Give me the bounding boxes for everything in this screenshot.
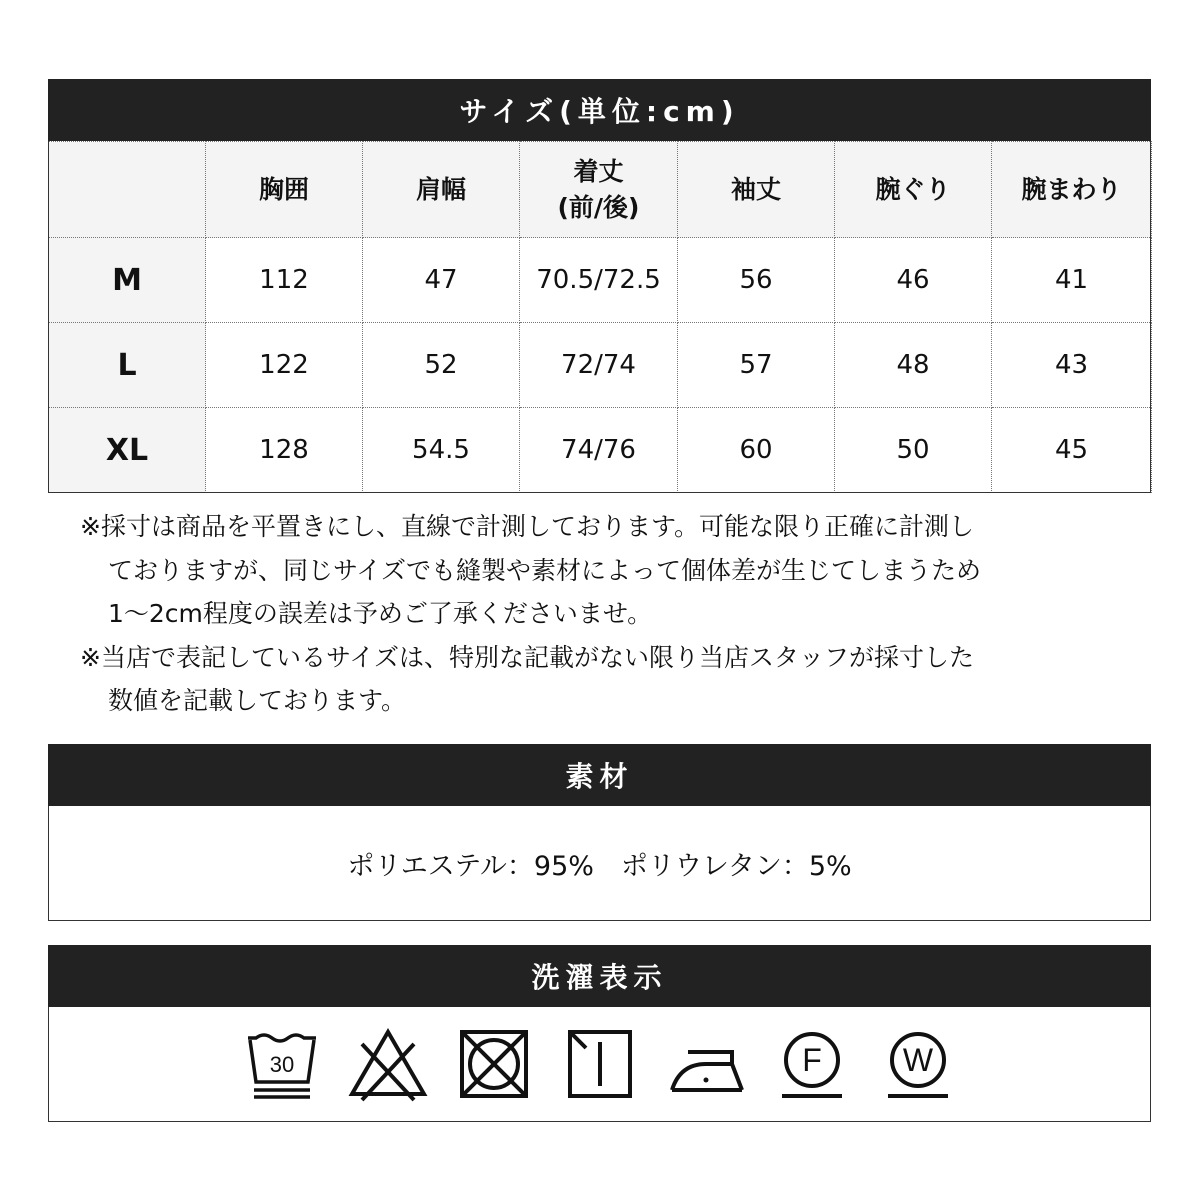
header-sleeve: 袖丈: [678, 142, 835, 238]
table-cell: 45: [992, 408, 1152, 493]
size-label-xl: XL: [49, 408, 206, 493]
size-label-l: L: [49, 323, 206, 408]
table-cell: 74/76: [520, 408, 678, 493]
table-cell: 46: [835, 238, 992, 323]
no-bleach-icon: [348, 1024, 428, 1104]
table-cell: 57: [678, 323, 835, 408]
size-label-m: M: [49, 238, 206, 323]
note-line: 数値を記載しております。: [108, 686, 407, 715]
size-table-corner-cell: [49, 142, 206, 238]
table-cell: 122: [206, 323, 363, 408]
table-cell: 56: [678, 238, 835, 323]
no-tumble-dry-icon: [454, 1024, 534, 1104]
table-cell: 43: [992, 323, 1152, 408]
table-cell: 72/74: [520, 323, 678, 408]
size-section-title: サイズ(単位:cm): [48, 79, 1151, 141]
size-table: [48, 141, 1152, 493]
header-arm-circumference: 腕まわり: [992, 142, 1152, 238]
header-length: 着丈 (前/後): [520, 142, 678, 238]
material-section-title: 素材: [48, 744, 1151, 806]
table-row: [49, 238, 1152, 323]
note-line: ※当店で表記しているサイズは、特別な記載がない限り当店スタッフが採寸した: [80, 642, 974, 672]
wet-clean-w-icon: [878, 1024, 958, 1104]
wet-clean-letter: W: [902, 1042, 933, 1078]
header-chest: 胸囲: [206, 142, 363, 238]
note-line: ※採寸は商品を平置きにし、直線で計測しております。可能な限り正確に計測し: [80, 512, 974, 541]
dry-clean-letter: F: [801, 1042, 822, 1078]
note-line: 1～2cm程度の誤差は予めご了承くださいませ。: [108, 599, 653, 628]
material-composition: ポリエステル：95% ポリウレタン：5%: [347, 850, 852, 882]
table-cell: 128: [206, 408, 363, 493]
iron-low-icon: [666, 1024, 746, 1104]
table-cell: 70.5/72.5: [520, 238, 678, 323]
note-line: ておりますが、同じサイズでも縫製や素材によって個体差が生じてしまうため: [108, 555, 982, 585]
dry-clean-f-icon: [772, 1024, 852, 1104]
size-table-header-row: [49, 142, 1152, 238]
table-cell: 52: [363, 323, 520, 408]
size-notes: [80, 505, 1080, 723]
table-row: [49, 323, 1152, 408]
table-cell: 41: [992, 238, 1152, 323]
wash-temp-label: 30: [269, 1052, 294, 1077]
table-row: [49, 408, 1152, 493]
table-cell: 112: [206, 238, 363, 323]
care-section-title: 洗濯表示: [48, 945, 1151, 1007]
table-cell: 54.5: [363, 408, 520, 493]
line-dry-icon: [560, 1024, 640, 1104]
header-armhole: 腕ぐり: [835, 142, 992, 238]
care-symbols: [48, 1007, 1151, 1121]
table-cell: 50: [835, 408, 992, 493]
header-shoulder: 肩幅: [363, 142, 520, 238]
wash-tub-30-icon: [242, 1024, 322, 1104]
table-cell: 48: [835, 323, 992, 408]
table-cell: 47: [363, 238, 520, 323]
table-cell: 60: [678, 408, 835, 493]
